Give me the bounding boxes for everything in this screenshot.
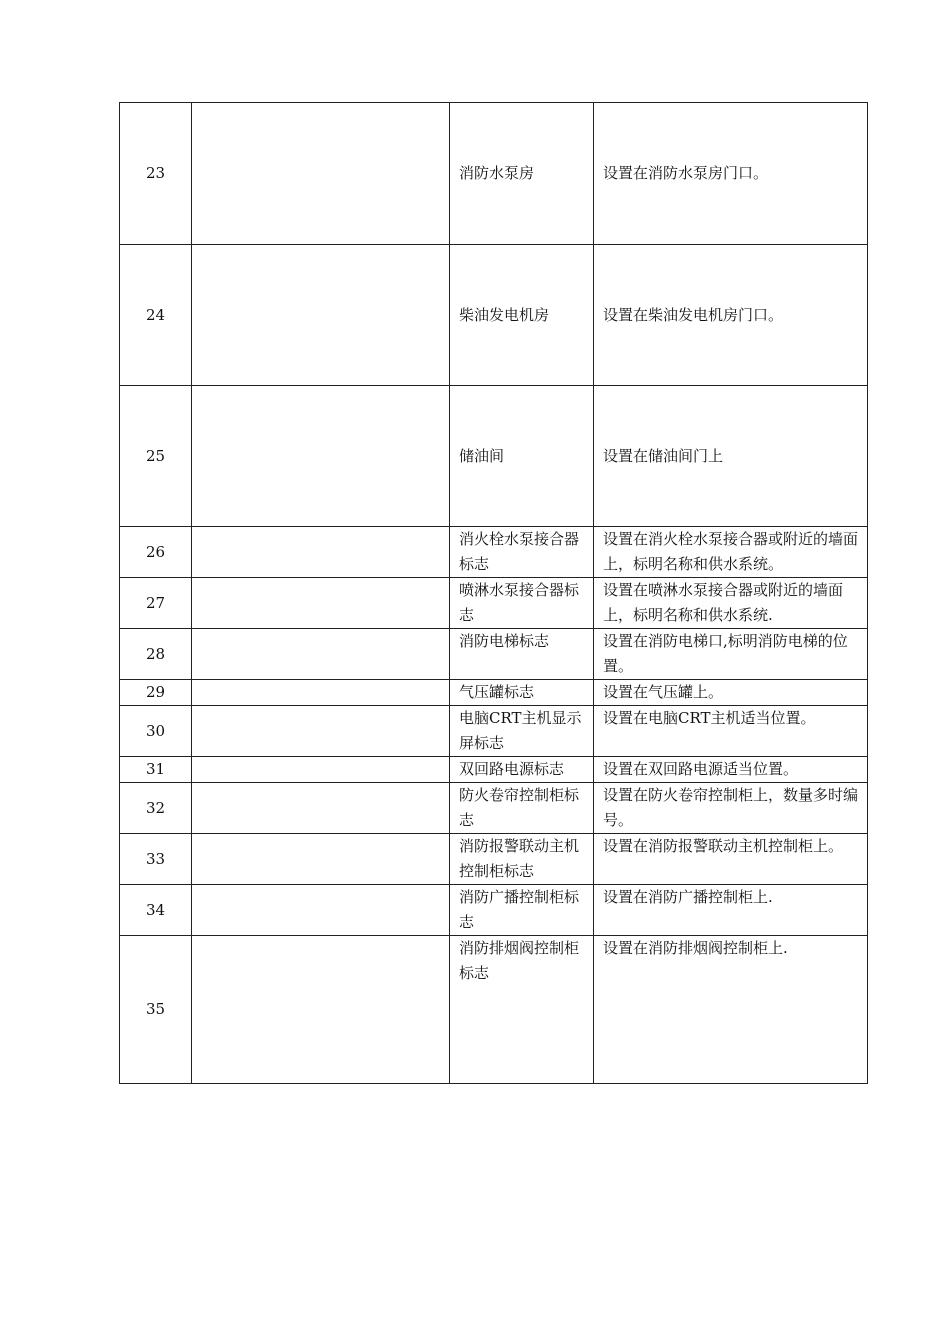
- table-row: [120, 578, 868, 629]
- sign-description: 设置在消防广播控制柜上.: [594, 885, 868, 936]
- sign-description: 设置在气压罐上。: [594, 680, 868, 706]
- sign-description: 设置在消防电梯口,标明消防电梯的位置。: [594, 629, 868, 680]
- sign-image-cell: [192, 103, 450, 245]
- sign-description: 设置在储油间门上: [594, 386, 868, 527]
- row-number: 25: [120, 386, 192, 527]
- table-row: [120, 527, 868, 578]
- sign-image-cell: [192, 834, 450, 885]
- sign-description: 设置在消防报警联动主机控制柜上。: [594, 834, 868, 885]
- row-number: 31: [120, 757, 192, 783]
- table-row: [120, 629, 868, 680]
- sign-name: 双回路电源标志: [450, 757, 594, 783]
- sign-image-cell: [192, 680, 450, 706]
- row-number: 23: [120, 103, 192, 245]
- table-row: [120, 885, 868, 936]
- sign-name: 消防排烟阀控制柜标志: [450, 936, 594, 1084]
- sign-name: 消火栓水泵接合器标志: [450, 527, 594, 578]
- table-row: [120, 936, 868, 1084]
- sign-image-cell: [192, 386, 450, 527]
- row-number: 33: [120, 834, 192, 885]
- row-number: 34: [120, 885, 192, 936]
- row-number: 35: [120, 936, 192, 1084]
- row-number: 32: [120, 783, 192, 834]
- sign-image-cell: [192, 757, 450, 783]
- sign-name: 电脑CRT主机显示屏标志: [450, 706, 594, 757]
- sign-name: 气压罐标志: [450, 680, 594, 706]
- row-number: 27: [120, 578, 192, 629]
- sign-name: 防火卷帘控制柜标志: [450, 783, 594, 834]
- sign-name: 消防水泵房: [450, 103, 594, 245]
- sign-description: 设置在双回路电源适当位置。: [594, 757, 868, 783]
- sign-name: 消防电梯标志: [450, 629, 594, 680]
- sign-description: 设置在柴油发电机房门口。: [594, 245, 868, 386]
- table-row: [120, 103, 868, 245]
- sign-image-cell: [192, 885, 450, 936]
- row-number: 26: [120, 527, 192, 578]
- table-row: [120, 706, 868, 757]
- sign-description: 设置在消火栓水泵接合器或附近的墙面上，标明名称和供水系统。: [594, 527, 868, 578]
- row-number: 24: [120, 245, 192, 386]
- sign-image-cell: [192, 629, 450, 680]
- sign-image-cell: [192, 578, 450, 629]
- sign-image-cell: [192, 783, 450, 834]
- sign-image-cell: [192, 245, 450, 386]
- table-row: [120, 386, 868, 527]
- sign-description: 设置在消防水泵房门口。: [594, 103, 868, 245]
- row-number: 28: [120, 629, 192, 680]
- sign-image-cell: [192, 936, 450, 1084]
- sign-description: 设置在防火卷帘控制柜上，数量多时编号。: [594, 783, 868, 834]
- table-row: [120, 783, 868, 834]
- sign-description: 设置在电脑CRT主机适当位置。: [594, 706, 868, 757]
- table-row: [120, 757, 868, 783]
- sign-description: 设置在喷淋水泵接合器或附近的墙面上，标明名称和供水系统.: [594, 578, 868, 629]
- sign-image-cell: [192, 527, 450, 578]
- row-number: 29: [120, 680, 192, 706]
- table-row: [120, 680, 868, 706]
- sign-image-cell: [192, 706, 450, 757]
- sign-name: 消防报警联动主机控制柜标志: [450, 834, 594, 885]
- table-row: [120, 834, 868, 885]
- sign-description: 设置在消防排烟阀控制柜上.: [594, 936, 868, 1084]
- sign-name: 消防广播控制柜标志: [450, 885, 594, 936]
- sign-name: 储油间: [450, 386, 594, 527]
- fire-sign-table: [119, 102, 868, 1084]
- sign-name: 喷淋水泵接合器标志: [450, 578, 594, 629]
- sign-name: 柴油发电机房: [450, 245, 594, 386]
- row-number: 30: [120, 706, 192, 757]
- table-row: [120, 245, 868, 386]
